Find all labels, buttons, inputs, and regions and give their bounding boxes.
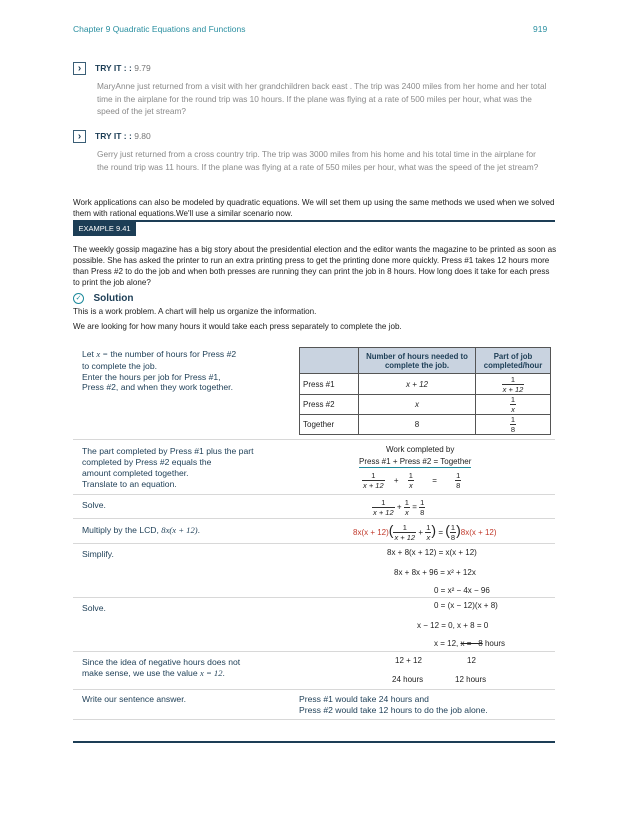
solve-label: Solve. (82, 500, 106, 510)
rate-num: 1 (510, 415, 516, 424)
row-rate (476, 415, 551, 435)
together-word: Together (440, 457, 472, 466)
let-word: Let (82, 349, 94, 359)
hours-unit: hours (484, 639, 505, 648)
plus-sign: + (392, 457, 398, 466)
negative-root-crossed: x = −8 (460, 639, 483, 648)
rate-den: 8 (510, 425, 516, 434)
solve-line-3 (434, 639, 505, 648)
frac-den: x + 12 (394, 533, 416, 543)
divider (73, 651, 555, 652)
translate-label: Translate to an equation. (82, 479, 177, 489)
try-it-text: MaryAnne just returned from a visit with her grandchildren back east . The trip was 2400 miles from her home and her total time in the airplane for the round trip was 10 hours. If the plane was flying at a rate of 500 miles per hour, what was the speed of the jet stream? (97, 81, 547, 116)
solve-line-2: x − 12 = 0, x + 8 = 0 (417, 621, 489, 630)
divider (73, 439, 555, 440)
try-label: TRY IT : : (95, 62, 132, 73)
part-completed-2: completed by Press #2 equals the (82, 457, 212, 467)
frac-den: x + 12 (363, 481, 384, 490)
frac-num: 1 (404, 498, 409, 507)
work-title: Work completed by (386, 445, 455, 454)
plus-sign: + (393, 475, 399, 485)
solution-line-1: This is a work problem. A chart will help us organize the information. (73, 307, 317, 316)
write-answer-label: Write our sentence answer. (82, 694, 186, 704)
frac-den: 8 (420, 508, 425, 517)
enter-hours-1: Enter the hours per job for Press #1, (82, 372, 221, 382)
equals-sign: = (412, 502, 417, 512)
negative-note-1: Since the idea of negative hours does not (82, 657, 241, 667)
try-it-9-80 (73, 130, 151, 143)
divider (73, 719, 555, 720)
table-row (300, 374, 551, 395)
frac-num: 1 (450, 523, 456, 533)
frac-num: 1 (426, 523, 431, 533)
divider (73, 543, 555, 544)
frac-num: 1 (420, 498, 425, 507)
frac-num: 1 (456, 471, 461, 480)
lcd-expression: 8x(x + 12) (161, 525, 198, 535)
check-circle-icon: ✓ (73, 293, 84, 304)
simplify-line-3: 0 = x² − 4x − 96 (434, 586, 490, 595)
solution-title: Solution (93, 293, 134, 305)
table-header: Part of job completed/hour (476, 348, 551, 374)
frac-den: 8 (450, 533, 456, 543)
table-header-row (300, 348, 551, 374)
try-number: 9.79 (134, 62, 151, 73)
equals-sign: = (433, 457, 439, 466)
try-number: 9.80 (134, 130, 151, 141)
row-label: Together (300, 415, 359, 435)
row-label: Press #1 (300, 374, 359, 395)
divider (73, 494, 555, 495)
try-it-text: Gerry just returned from a cross country trip. The trip was 3000 miles from his home and his total time in the airplane for the round trip was 11 hours. If the plane was flying at a rate of 550 miles per hour, what was the speed of the jet stream? (97, 149, 539, 172)
work-words (359, 457, 471, 468)
work-equation (362, 471, 461, 490)
negative-note-2: make sense, we use the value x = 12. (82, 668, 225, 678)
frac-num: 1 (408, 471, 413, 480)
frac-den: x (426, 533, 431, 543)
solve-label-2: Solve. (82, 603, 106, 613)
frac-num: 1 (362, 471, 385, 481)
chevron-right-icon[interactable]: › (73, 62, 86, 75)
lcd-red-right: 8x(x + 12) (460, 528, 497, 537)
example-end-rule (73, 741, 555, 743)
table-header (300, 348, 359, 374)
simplify-line-2: 8x + 8x + 96 = x² + 12x (394, 568, 476, 577)
row-hours: 8 (359, 415, 476, 435)
part-completed-3: amount completed together. (82, 468, 189, 478)
table-header: Number of hours needed to complete the job. (359, 348, 476, 374)
simplify-label: Simplify. (82, 549, 114, 559)
value-expression: x = 12 (200, 668, 223, 678)
row-label: Press #2 (300, 395, 359, 415)
rate-den: x + 12 (502, 384, 524, 394)
example-rule (73, 220, 555, 222)
lcd-label: Multiply by the LCD, 8x(x + 12). (82, 525, 201, 535)
frac-num: 1 (372, 498, 395, 508)
try-it-9-79 (73, 62, 151, 75)
solution-line-2: We are looking for how many hours it would take each press separately to complete the job. (73, 322, 402, 331)
row-rate (476, 374, 551, 395)
solve-equation (372, 498, 425, 517)
press1-word: Press #1 (359, 457, 391, 466)
equals-sign: = (432, 475, 437, 485)
row-hours: x + 12 (359, 374, 476, 395)
negative-note-text: make sense, we use the value (82, 668, 198, 678)
lcd-text: Multiply by the LCD, (82, 525, 159, 535)
frac-den: 8 (456, 481, 461, 490)
chapter-header: Chapter 9 Quadratic Equations and Functions (73, 24, 246, 34)
let-variable: x = (96, 349, 109, 359)
divider (73, 518, 555, 519)
work-table (299, 347, 551, 435)
frac-num: 1 (393, 523, 416, 533)
press2-hours: 12 hours (455, 675, 487, 684)
chevron-right-icon[interactable]: › (73, 130, 86, 143)
frac-den: x (408, 481, 413, 490)
equals-sign: = (438, 528, 443, 537)
part-completed-1: The part completed by Press #1 plus the part (82, 446, 254, 456)
let-statement-cont: to complete the job. (82, 361, 158, 371)
example-problem: The weekly gossip magazine has a big story about the presidential election and the editor wants the magazine to be printed as soon as possible. She has asked the printer to run an extra printing press to get the printing done more quickly. Press #1 takes 12 hours more than Press #2 to do the job and when both presses are running they can print the job in 8 hours. How long does it take for each press to print the job alone? (73, 245, 557, 287)
page-number: 919 (533, 24, 548, 34)
example-label: EXAMPLE 9.41 (73, 222, 136, 236)
rate-num: 1 (502, 375, 525, 385)
let-definition: the number of hours for Press #2 (110, 349, 237, 359)
rate-den: x (511, 405, 515, 414)
row-rate (476, 395, 551, 415)
plus-sign: + (418, 528, 424, 537)
lcd-red-left: 8x(x + 12) (353, 528, 389, 537)
enter-hours-2: Press #2, and when they work together. (82, 382, 233, 392)
table-row (300, 395, 551, 415)
row-hours: x (359, 395, 476, 415)
answer-line-2: Press #2 would take 12 hours to do the job alone. (299, 705, 488, 715)
solve-line-1: 0 = (x − 12)(x + 8) (434, 601, 498, 610)
divider (73, 689, 555, 690)
answer-line-1: Press #1 would take 24 hours and (299, 694, 429, 704)
simplify-line-1: 8x + 8(x + 12) = x(x + 12) (387, 548, 477, 557)
plus-sign: + (396, 502, 402, 512)
let-statement (82, 349, 236, 360)
press2-calc: 12 (467, 656, 476, 665)
divider (73, 597, 555, 598)
lcd-equation: 8x(x + 12)( $\frac{1}{x + 12}$ + $\frac{1}{x}$ ) = ( $\frac{1}{8}$ )8x(x + 12) (353, 522, 497, 543)
press2-word: Press #2 (399, 457, 432, 466)
press1-hours: 24 hours (392, 675, 424, 684)
frac-den: x (404, 508, 409, 517)
positive-root: x = 12, (434, 639, 459, 648)
frac-den: x + 12 (373, 508, 394, 517)
try-label: TRY IT : : (95, 130, 132, 141)
intro-paragraph: Work applications can also be modeled by quadratic equations. We will set them up using the same methods we used when we solved them with rational equations.We'll use a similar scenario now. (73, 198, 555, 218)
rate-num: 1 (510, 395, 516, 404)
table-row (300, 415, 551, 435)
press1-calc: 12 + 12 (395, 656, 422, 665)
